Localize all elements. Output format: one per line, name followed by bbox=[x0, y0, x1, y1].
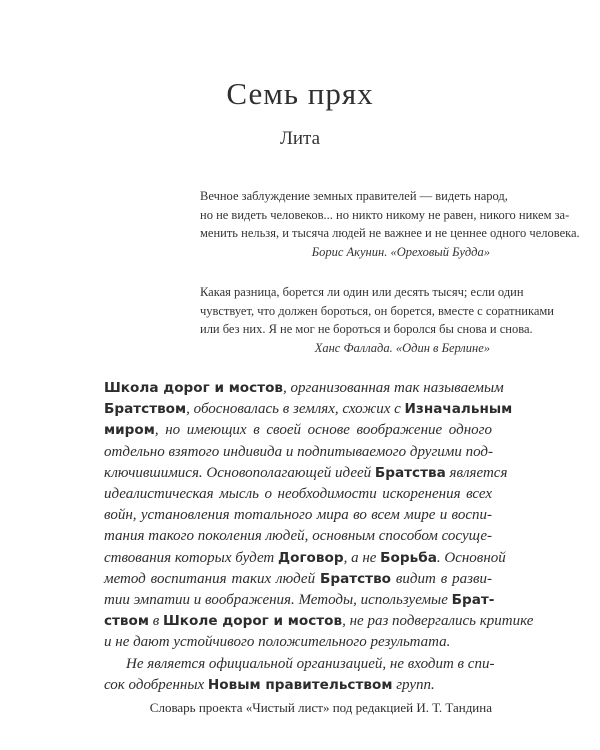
text: , организованная так называемым bbox=[283, 380, 504, 396]
epigraph-line: чувствует, что должен бороться, он борется, вместе с соратниками bbox=[200, 303, 554, 318]
text: . Основной bbox=[436, 549, 506, 566]
text: , а не bbox=[343, 549, 377, 566]
term: Изначальным bbox=[404, 401, 513, 418]
entry-line bbox=[104, 548, 506, 569]
dictionary-entry bbox=[104, 378, 534, 718]
epigraph-akunin bbox=[200, 187, 580, 261]
entry-line: Не является официальной организацией, не входит в спи- bbox=[126, 655, 495, 672]
entry-line: и не дают устойчивого положительного результата. bbox=[104, 634, 451, 651]
term: Братства bbox=[374, 464, 446, 481]
epigraph-source: Борис Акунин. «Ореховый Будда» bbox=[311, 244, 490, 259]
text: тии эмпатии и воображения. Методы, используемые bbox=[104, 592, 448, 609]
entry-line bbox=[104, 569, 492, 590]
epigraph-line: но не видеть человеков... но никто никому не равен, никого никем за- bbox=[200, 207, 570, 222]
term: Договор bbox=[278, 549, 344, 566]
entry-line bbox=[104, 675, 492, 696]
epigraph-line: или без них. Я не мог не бороться и боролся бы снова и снова. bbox=[200, 322, 533, 336]
entry-line: тания такого поколения людей, основным способом сосуще- bbox=[104, 528, 492, 545]
term: Братство bbox=[319, 570, 392, 587]
text: , но имеющих в своей основе воображение одного bbox=[154, 422, 492, 439]
page-title: Семь прях bbox=[226, 76, 374, 111]
text: видит в разви- bbox=[395, 570, 493, 587]
term: Новым правительством bbox=[207, 676, 393, 693]
term: Брат- bbox=[451, 592, 495, 609]
term: Братством bbox=[104, 401, 187, 418]
entry-line bbox=[104, 611, 534, 632]
term: ством bbox=[104, 613, 149, 630]
term: Борьба bbox=[380, 549, 437, 566]
entry-line bbox=[104, 463, 508, 484]
term: Школа дорог и мостов bbox=[104, 380, 284, 396]
entry-line bbox=[104, 378, 504, 399]
text: ключившимися. Основополагающей идеей bbox=[104, 464, 372, 481]
text: сок одобренных bbox=[104, 676, 205, 693]
entry-line: отдельно взятого индивида и подпитываемого другими под- bbox=[104, 443, 494, 460]
term: миром bbox=[104, 422, 155, 439]
text: групп. bbox=[396, 676, 435, 693]
author-name: Лита bbox=[279, 128, 321, 149]
epigraph-line: Вечное заблуждение земных правителей — видеть народ, bbox=[200, 189, 508, 203]
text: является bbox=[449, 464, 508, 481]
entry-line bbox=[104, 420, 492, 441]
entry-line: идеалистическая мысль о необходимости искоренения всех bbox=[104, 486, 492, 503]
term: Школе дорог и мостов bbox=[163, 613, 343, 630]
text: , обосновалась в землях, схожих с bbox=[186, 401, 401, 418]
text: метод воспитания таких людей bbox=[104, 570, 316, 587]
text: ствования которых будет bbox=[104, 549, 275, 566]
text: в bbox=[152, 613, 160, 630]
entry-line bbox=[104, 590, 495, 611]
entry-line bbox=[104, 399, 513, 420]
entry-source: Словарь проекта «Чистый лист» под редакцией И. Т. Тандина bbox=[149, 700, 492, 716]
epigraph-source: Ханс Фаллада. «Один в Берлине» bbox=[314, 340, 490, 355]
text: , не раз подвергались критике bbox=[342, 613, 534, 630]
epigraph-line: менить нельзя, и тысяча людей не важнее и не ценнее одного человека. bbox=[200, 226, 580, 240]
epigraph-line: Какая разница, борется ли один или десять тысяч; если один bbox=[200, 285, 524, 299]
entry-line: войн, установления тотального мира во всем мире и воспи- bbox=[104, 507, 492, 524]
epigraph-fallada bbox=[200, 283, 554, 357]
